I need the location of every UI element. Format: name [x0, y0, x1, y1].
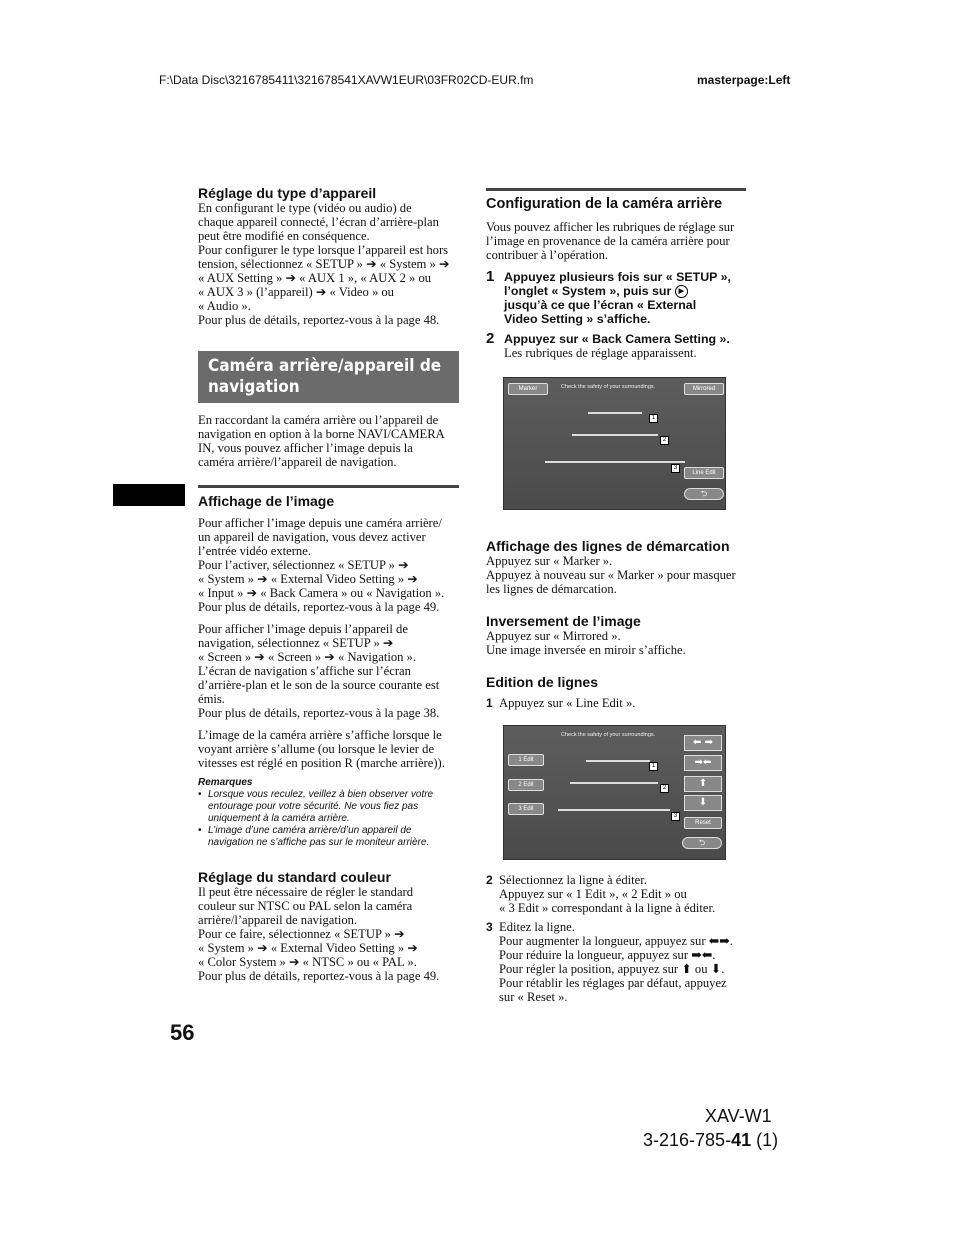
edit-step-1: 1 Appuyez sur « Line Edit ». [486, 696, 636, 710]
marker-title: Affichage des lignes de démarcation [486, 538, 730, 554]
type-title: Réglage du type d’appareil [198, 185, 377, 201]
model-name: XAV-W1 [705, 1106, 772, 1126]
marker-button[interactable]: Marker [508, 383, 548, 395]
line-number-2: 2 [660, 784, 669, 793]
back-camera-screen [503, 377, 726, 510]
edit-step-3: 3 Editez la ligne. Pour augmenter la longueur, appuyez sur ⬅➡. Pour réduire la longueur, appuyez sur ➡⬅. Pour régler la position, appuyez sur ⬆ ou ⬇. Pour rétablir les réglages par défaut, appuyez sur « Reset ». [486, 920, 733, 1004]
step-2: 2 Appuyez sur « Back Camera Setting ». Les rubriques de réglage apparaissent. [486, 330, 730, 361]
guide-line-3 [545, 461, 685, 463]
left-column [198, 185, 460, 327]
step-1: 1 Appuyez plusieurs fois sur « SETUP », l’onglet « System », puis sur ▶ jusqu’à ce que l’écran « External Video Setting » s’affiche. [486, 268, 731, 327]
arrow-up-icon[interactable]: ⬆ [684, 776, 722, 792]
section-title-bar [198, 351, 459, 403]
back-arrow-icon: ⮌ [700, 489, 708, 498]
file-path: F:\Data Disc\3216785411\321678541XAVW1EUR\03FR02CD-EUR.fm [159, 73, 534, 87]
cam-intro: Vous pouvez afficher les rubriques de réglage sur l’image en provenance de la caméra arrière pour contribuer à l’opération. [486, 220, 735, 262]
page-number: 56 [170, 1020, 195, 1045]
section-intro: En raccordant la caméra arrière ou l’appareil de navigation en option à la borne NAVI/CAMERA IN, vous pouvez afficher l’image depuis la caméra arrière/l’appareil de navigation. [198, 413, 445, 469]
chapter-tab [113, 484, 185, 506]
extend-arrows-icon[interactable]: ⬅ ➡ [684, 735, 722, 751]
type-body: En configurant le type (vidéo ou audio) de chaque appareil connecté, l’écran d’arrière-plan peut être modifié en conséquence. Pour configurer le type lorsque l’appareil est hors tension, sélectionnez « SETUP » ➔ « System » ➔ « AUX Setting » ➔ « AUX 1 », « AUX 2 » ou « AUX 3 » (l’appareil) ➔ « Video » ou « Audio ». Pour plus de détails, reportez-vous à la page 48. [198, 201, 450, 327]
section-title-line1: Caméra arrière/appareil de [208, 356, 442, 376]
shorten-arrows-icon[interactable]: ➡⬅ [684, 755, 722, 771]
edit-section [486, 674, 751, 710]
guide-line-3 [558, 809, 670, 811]
line-number-2: 2 [660, 436, 669, 445]
guide-line-2 [572, 434, 658, 436]
part-number: 3-216-785-41 (1) [643, 1130, 779, 1150]
mirrored-button[interactable]: Mirrored [684, 383, 724, 395]
guide-line-1 [588, 412, 642, 414]
line-edit-screen [503, 725, 726, 860]
line-number-3: 3 [671, 812, 680, 821]
line-number-1: 1 [649, 762, 658, 771]
color-body: Il peut être nécessaire de régler le standard couleur sur NTSC ou PAL selon la caméra arrière/l’appareil de navigation. Pour ce faire, sélectionnez « SETUP » ➔ « System » ➔ « External Video Setting » ➔ « Color System » ➔ « NTSC » ou « PAL ». Pour plus de détails, reportez-vous à la page 49. [198, 885, 440, 983]
back-arrow-icon: ⮌ [698, 838, 706, 847]
color-section [198, 869, 460, 983]
display-body: Pour afficher l’image depuis une caméra arrière/ un appareil de navigation, vous devez activer l’entrée vidéo externe. Pour l’activer, sélectionnez « SETUP » ➔ « System » ➔ « External Video Setting » ➔ « Input » ➔ « Back Camera » ou « Navigation ». Pour plus de détails, reportez-vous à la page 49. Pour afficher l’image depuis l’appareil de navigation, sélectionnez « SETUP » ➔ « Screen » ➔ « Screen » ➔ « Navigation ». L’écran de navigation s’affiche sur l’écran d’arrière-plan et le son de la source courante est émis. Pour plus de détails, reportez-vous à la page 38. L’image de la caméra arrière s’affiche lorsque le voyant arrière s’allume (ou lorsque le levier de vitesses est réglé en position R (marche arrière)). [198, 516, 445, 770]
cam-title: Configuration de la caméra arrière [486, 196, 723, 212]
cam-section [486, 188, 746, 212]
line-edit-button[interactable]: Line Edit [684, 467, 724, 479]
line-number-3: 3 [671, 464, 680, 473]
section-title-line2: navigation [208, 377, 300, 397]
back-button[interactable] [684, 488, 724, 500]
remark-item: • Lorsque vous reculez, veillez à bien observer votre entourage pour votre sécurité. Ne vous fiez pas uniquement à la caméra arrière. [198, 789, 434, 824]
edit-1-button[interactable]: 1 Edit [508, 754, 544, 766]
caution-text: Check the safety of your surroundings. [561, 384, 656, 390]
back-button[interactable] [682, 837, 722, 849]
color-title: Réglage du standard couleur [198, 869, 391, 885]
edit-2-button[interactable]: 2 Edit [508, 779, 544, 791]
remark-item: • L’image d’une caméra arrière/d’un appareil de navigation ne s’affiche pas sur le moniteur arrière. [198, 825, 430, 848]
display-section [198, 485, 459, 509]
line-number-1: 1 [649, 414, 658, 423]
edit-title: Edition de lignes [486, 674, 599, 690]
masterpage-label: masterpage:Left [697, 73, 791, 87]
reset-button[interactable]: Reset [684, 817, 722, 829]
arrow-down-icon[interactable]: ⬇ [684, 795, 722, 811]
display-title: Affichage de l’image [198, 493, 335, 509]
guide-line-1 [586, 760, 650, 762]
caution-text: Check the safety of your surroundings. [561, 732, 656, 738]
edit-3-button[interactable]: 3 Edit [508, 803, 544, 815]
inversion-section: Inversement de l’image Appuyez sur « Mirrored ». Une image inversée en miroir s’affiche. [486, 613, 751, 657]
cam-steps [486, 270, 748, 360]
guide-line-2 [570, 782, 658, 784]
marker-section: Affichage des lignes de démarcation Appuyez sur « Marker ». Appuyez à nouveau sur « Marker » pour masquer les lignes de démarcation. [486, 538, 751, 596]
remarks-title: Remarques [198, 777, 253, 788]
remarks [198, 777, 463, 849]
play-icon: ▶ [675, 285, 688, 298]
edit-step-2: 2 Sélectionnez la ligne à éditer. Appuyez sur « 1 Edit », « 2 Edit » ou « 3 Edit » correspondant à la ligne à éditer. [486, 873, 716, 915]
inversion-title: Inversement de l’image [486, 613, 641, 629]
